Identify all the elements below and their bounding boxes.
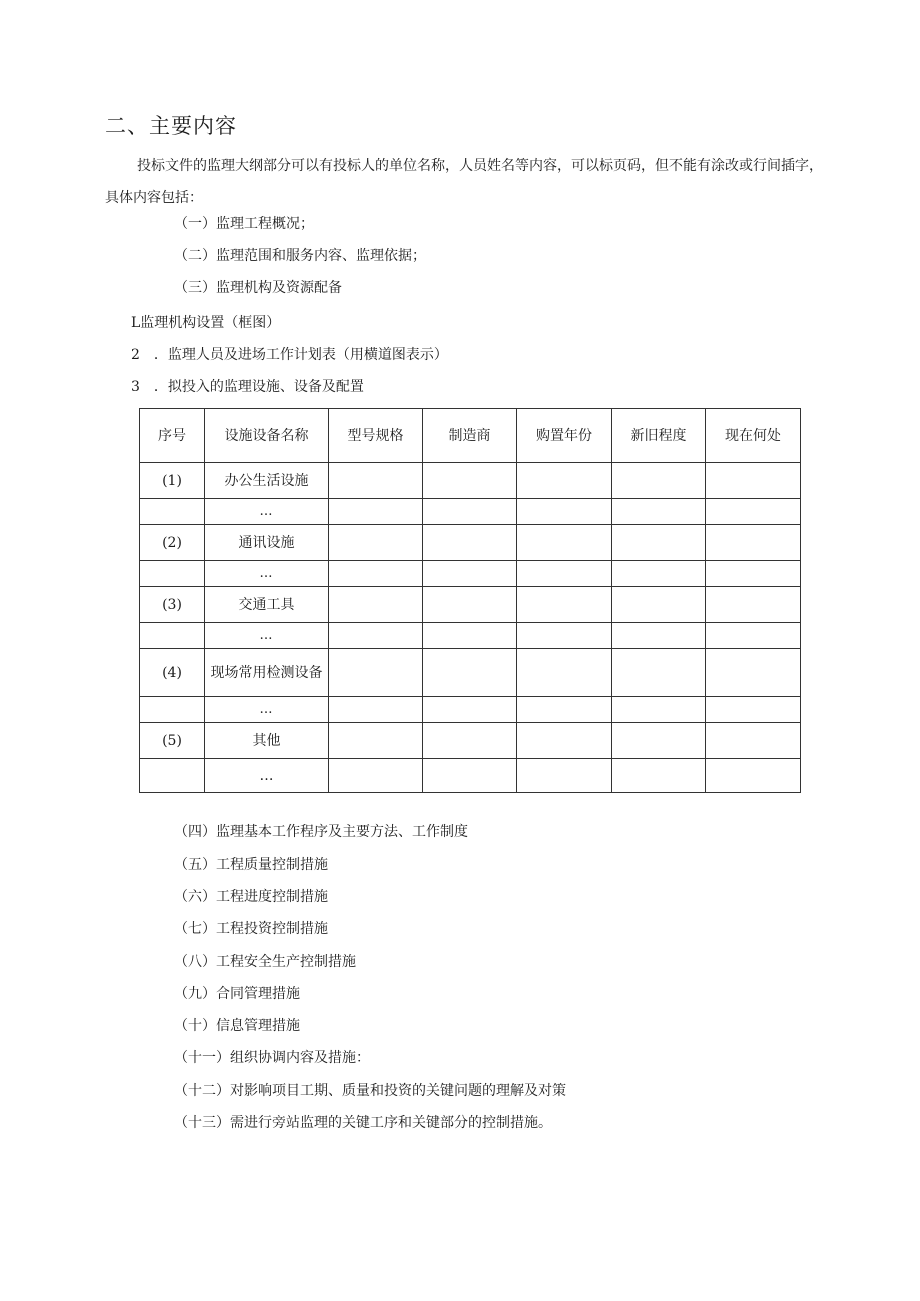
header-cell: 制造商 bbox=[423, 409, 517, 463]
facility-name: 通讯设施 bbox=[205, 525, 329, 561]
facility-name: 办公生活设施 bbox=[205, 463, 329, 499]
row-number: (4) bbox=[140, 649, 205, 697]
row-number: (5) bbox=[140, 723, 205, 759]
empty-cell bbox=[612, 649, 706, 697]
intro-paragraph: 投标文件的监理大纲部分可以有投标人的单位名称，人员姓名等内容，可以标页码，但不能有涂改或行间插字，具体内容包括： bbox=[105, 158, 823, 206]
header-cell: 型号规格 bbox=[329, 409, 423, 463]
empty-cell bbox=[517, 463, 612, 499]
empty-cell bbox=[329, 561, 423, 587]
item-procedures: （四）监理基本工作程序及主要方法、工作制度 bbox=[174, 824, 468, 840]
item-resources: （三）监理机构及资源配备 bbox=[174, 280, 342, 296]
empty-cell bbox=[612, 697, 706, 723]
table-row bbox=[140, 697, 801, 723]
empty-cell bbox=[329, 499, 423, 525]
empty-cell bbox=[423, 649, 517, 697]
table-row bbox=[140, 623, 801, 649]
table-row bbox=[140, 463, 801, 499]
empty-cell bbox=[612, 587, 706, 623]
empty-cell bbox=[329, 723, 423, 759]
table-row bbox=[140, 525, 801, 561]
empty-cell bbox=[517, 587, 612, 623]
empty-cell bbox=[423, 623, 517, 649]
empty-cell bbox=[612, 723, 706, 759]
table-row bbox=[140, 499, 801, 525]
item-contract: （九）合同管理措施 bbox=[174, 986, 300, 1002]
empty-cell bbox=[329, 697, 423, 723]
numbered-item-2: 2 ．监理人员及进场工作计划表（用横道图表示） bbox=[131, 347, 448, 363]
numbered-item-3: 3 ．拟投入的监理设施、设备及配置 bbox=[131, 379, 364, 395]
empty-cell bbox=[329, 623, 423, 649]
table-row bbox=[140, 561, 801, 587]
numbered-item-1: L监理机构设置（框图） bbox=[131, 315, 281, 331]
section-heading: 二、主要内容 bbox=[105, 114, 237, 138]
empty-cell bbox=[706, 499, 801, 525]
row-number bbox=[140, 499, 205, 525]
empty-cell bbox=[517, 525, 612, 561]
empty-cell bbox=[706, 759, 801, 793]
item-information: （十）信息管理措施 bbox=[174, 1018, 300, 1034]
empty-cell bbox=[329, 649, 423, 697]
empty-cell bbox=[612, 759, 706, 793]
facility-name: … bbox=[205, 759, 329, 793]
empty-cell bbox=[517, 723, 612, 759]
empty-cell bbox=[612, 561, 706, 587]
empty-cell bbox=[612, 525, 706, 561]
empty-cell bbox=[423, 697, 517, 723]
empty-cell bbox=[423, 561, 517, 587]
item-schedule: （六）工程进度控制措施 bbox=[174, 889, 328, 905]
item-overview: （一）监理工程概况； bbox=[174, 216, 314, 232]
empty-cell bbox=[517, 759, 612, 793]
header-cell: 现在何处 bbox=[706, 409, 801, 463]
facility-name: 现场常用检测设备 bbox=[205, 649, 329, 697]
row-number: (2) bbox=[140, 525, 205, 561]
empty-cell bbox=[423, 587, 517, 623]
item-safety: （八）工程安全生产控制措施 bbox=[174, 954, 356, 970]
empty-cell bbox=[517, 697, 612, 723]
item-coordination: （十一）组织协调内容及措施： bbox=[174, 1050, 370, 1066]
facility-name: … bbox=[205, 697, 329, 723]
item-investment: （七）工程投资控制措施 bbox=[174, 921, 328, 937]
empty-cell bbox=[612, 623, 706, 649]
empty-cell bbox=[329, 587, 423, 623]
table-row bbox=[140, 759, 801, 793]
table-row bbox=[140, 723, 801, 759]
item-quality: （五）工程质量控制措施 bbox=[174, 857, 328, 873]
row-number bbox=[140, 623, 205, 649]
item-side-supervision: （十三）需进行旁站监理的关键工序和关键部分的控制措施。 bbox=[174, 1115, 552, 1131]
row-number bbox=[140, 759, 205, 793]
table-header-row bbox=[140, 409, 801, 463]
empty-cell bbox=[706, 697, 801, 723]
facility-name: 交通工具 bbox=[205, 587, 329, 623]
table-row bbox=[140, 587, 801, 623]
row-number: (1) bbox=[140, 463, 205, 499]
row-number bbox=[140, 697, 205, 723]
item-key-issues: （十二）对影响项目工期、质量和投资的关键问题的理解及对策 bbox=[174, 1083, 566, 1099]
empty-cell bbox=[423, 723, 517, 759]
empty-cell bbox=[706, 623, 801, 649]
empty-cell bbox=[517, 623, 612, 649]
empty-cell bbox=[517, 649, 612, 697]
empty-cell bbox=[329, 759, 423, 793]
empty-cell bbox=[706, 463, 801, 499]
empty-cell bbox=[706, 649, 801, 697]
facility-name: … bbox=[205, 499, 329, 525]
header-cell: 序号 bbox=[140, 409, 205, 463]
item-scope: （二）监理范围和服务内容、监理依据； bbox=[174, 248, 426, 264]
facility-name: … bbox=[205, 623, 329, 649]
empty-cell bbox=[706, 723, 801, 759]
empty-cell bbox=[329, 525, 423, 561]
empty-cell bbox=[423, 499, 517, 525]
empty-cell bbox=[329, 463, 423, 499]
empty-cell bbox=[517, 561, 612, 587]
empty-cell bbox=[423, 525, 517, 561]
empty-cell bbox=[517, 499, 612, 525]
facility-name: 其他 bbox=[205, 723, 329, 759]
header-cell: 新旧程度 bbox=[612, 409, 706, 463]
empty-cell bbox=[612, 463, 706, 499]
empty-cell bbox=[612, 499, 706, 525]
empty-cell bbox=[423, 759, 517, 793]
facility-name: … bbox=[205, 561, 329, 587]
header-cell: 设施设备名称 bbox=[205, 409, 329, 463]
empty-cell bbox=[706, 525, 801, 561]
equipment-table bbox=[139, 408, 801, 793]
empty-cell bbox=[706, 561, 801, 587]
empty-cell bbox=[706, 587, 801, 623]
header-cell: 购置年份 bbox=[517, 409, 612, 463]
row-number bbox=[140, 561, 205, 587]
row-number: (3) bbox=[140, 587, 205, 623]
table-row bbox=[140, 649, 801, 697]
empty-cell bbox=[423, 463, 517, 499]
